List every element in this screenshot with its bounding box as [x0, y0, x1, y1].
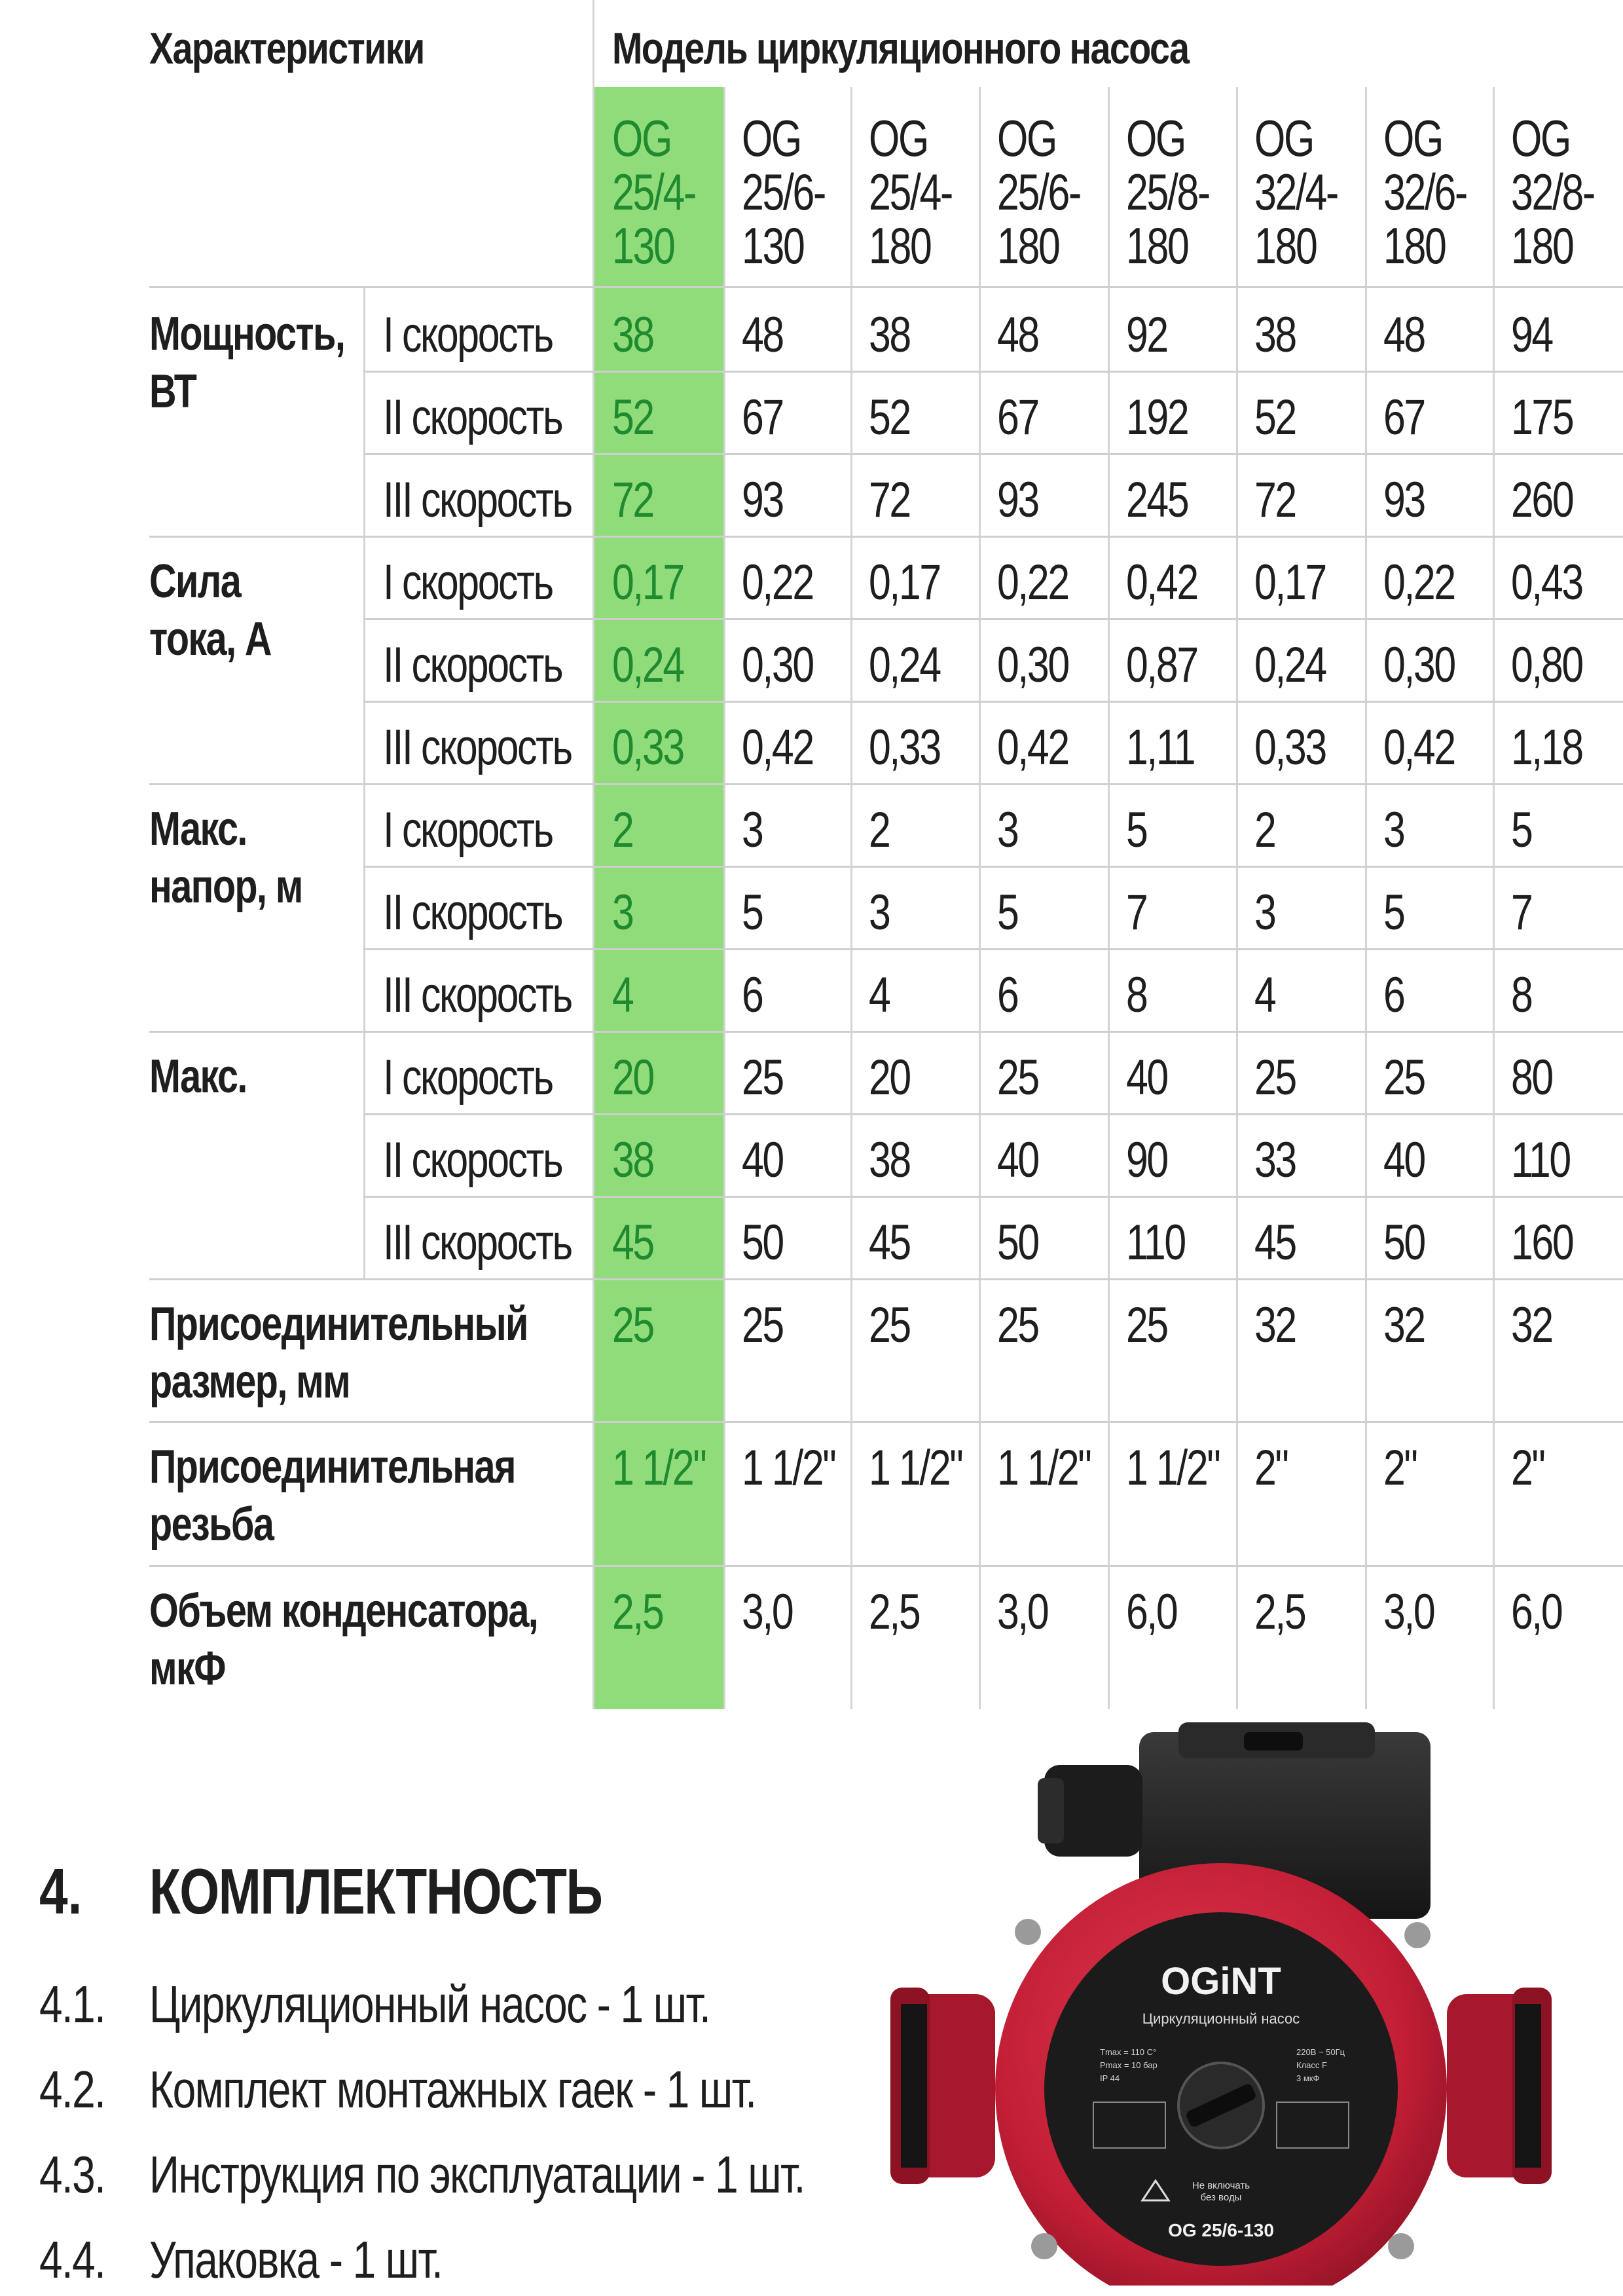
- value-cell: 2: [869, 802, 890, 858]
- model-name-cell: [742, 111, 825, 272]
- value-cell: 67: [742, 390, 783, 445]
- value-cell: 6: [742, 967, 763, 1023]
- row-divider: [149, 1565, 1623, 1567]
- value-cell: 33: [1254, 1132, 1296, 1188]
- column-divider: [1493, 87, 1495, 1709]
- row-label: [149, 1295, 528, 1411]
- list-item-number: 4.3.: [39, 2145, 105, 2204]
- row-label-line: размер, мм: [149, 1356, 350, 1408]
- value-cell: 40: [742, 1132, 783, 1188]
- model-name-line: 25/8-: [1126, 163, 1209, 221]
- group-label-line: Мощность,: [149, 308, 345, 360]
- list-item-number: 4.4.: [39, 2231, 105, 2289]
- pump-product-image: [877, 1696, 1565, 2286]
- speed-label: III скорость: [383, 967, 572, 1023]
- row-label-line: резьба: [149, 1498, 274, 1551]
- column-divider: [723, 87, 725, 1709]
- pump-spec-text: Pmax = 10 бар: [1100, 2060, 1158, 2070]
- value-cell: 0,22: [742, 555, 813, 610]
- model-name-cell: [869, 111, 952, 272]
- value-cell: 2,5: [612, 1584, 663, 1640]
- value-cell: 0,24: [612, 637, 684, 693]
- value-cell: 52: [1254, 390, 1296, 445]
- value-cell: 2": [1383, 1440, 1417, 1496]
- value-cell: 92: [1126, 307, 1167, 363]
- row-divider: [363, 948, 1623, 950]
- group-label: [149, 553, 271, 668]
- value-cell: 67: [997, 390, 1038, 445]
- pump-outlet-pipe: [1447, 1988, 1552, 2184]
- value-cell: 0,30: [1383, 637, 1455, 693]
- model-name-line: 25/4-: [869, 163, 952, 221]
- value-cell: 93: [997, 472, 1038, 528]
- model-name-line: 25/4-: [612, 163, 695, 221]
- value-cell: 0,33: [1254, 720, 1326, 775]
- pump-brand-logo: OGiNT: [1161, 1960, 1281, 2003]
- value-cell: 1,18: [1511, 720, 1582, 775]
- model-name-line: OG: [612, 109, 671, 167]
- pump-spec-text: Tmax = 110 C°: [1100, 2047, 1157, 2057]
- column-divider: [1365, 87, 1367, 1709]
- value-cell: 3,0: [997, 1584, 1048, 1640]
- pump-subtitle: Циркуляционный насос: [1142, 2010, 1300, 2027]
- value-cell: 72: [1254, 472, 1296, 528]
- value-cell: 0,17: [869, 555, 940, 610]
- characteristics-header: Характеристики: [149, 24, 424, 73]
- model-name-line: 180: [1126, 217, 1188, 274]
- value-cell: 25: [997, 1297, 1038, 1353]
- model-name-line: 130: [612, 217, 674, 274]
- pump-spec-text: 220В ~ 50Гц: [1296, 2047, 1345, 2057]
- value-cell: 3: [1383, 802, 1404, 858]
- row-divider: [363, 701, 1623, 703]
- value-cell: 5: [1126, 802, 1147, 858]
- model-name-line: 25/6-: [742, 163, 825, 221]
- speed-label: II скорость: [383, 1132, 562, 1188]
- value-cell: 20: [612, 1050, 653, 1105]
- row-label-line: мкФ: [149, 1642, 225, 1695]
- value-cell: 50: [997, 1215, 1038, 1270]
- pump-spec-text: Класс F: [1296, 2060, 1327, 2070]
- list-item: [39, 2145, 805, 2205]
- column-divider: [1108, 87, 1110, 1709]
- value-cell: 25: [1126, 1297, 1167, 1353]
- list-item: [39, 1974, 710, 2035]
- value-cell: 25: [742, 1297, 783, 1353]
- model-name-line: OG: [997, 109, 1056, 167]
- value-cell: 20: [869, 1050, 910, 1105]
- value-cell: 93: [742, 472, 783, 528]
- section-number: 4.: [39, 1855, 82, 1927]
- model-name-line: OG: [1383, 109, 1442, 167]
- value-cell: 0,33: [869, 720, 940, 775]
- value-cell: 1 1/2": [997, 1440, 1091, 1496]
- value-cell: 38: [1254, 307, 1296, 363]
- value-cell: 0,33: [612, 720, 684, 775]
- value-cell: 48: [742, 307, 783, 363]
- group-label-line: Макс.: [149, 803, 247, 855]
- model-name-line: 130: [742, 217, 804, 274]
- value-cell: 2": [1511, 1440, 1544, 1496]
- value-cell: 38: [869, 307, 910, 363]
- pump-model-label: OG 25/6-130: [1168, 2220, 1274, 2240]
- value-cell: 45: [612, 1215, 653, 1270]
- value-cell: 40: [997, 1132, 1038, 1188]
- model-name-line: OG: [1254, 109, 1313, 167]
- value-cell: 1 1/2": [742, 1440, 835, 1496]
- model-name-cell: [1254, 111, 1338, 272]
- value-cell: 32: [1254, 1297, 1296, 1353]
- value-cell: 2": [1254, 1440, 1288, 1496]
- value-cell: 25: [997, 1050, 1038, 1105]
- value-cell: 72: [869, 472, 910, 528]
- speed-label: I скорость: [383, 802, 553, 858]
- value-cell: 0,22: [997, 555, 1068, 610]
- value-cell: 4: [869, 967, 890, 1023]
- model-name-line: 180: [1511, 217, 1573, 274]
- value-cell: 52: [869, 390, 910, 445]
- row-label: [149, 1438, 515, 1553]
- group-label: [149, 800, 302, 916]
- value-cell: 40: [1383, 1132, 1425, 1188]
- pump-spec-text: 3 мкФ: [1296, 2073, 1320, 2083]
- value-cell: 3: [612, 885, 633, 940]
- list-item-number: 4.1.: [39, 1975, 105, 2033]
- row-label-line: Присоединительный: [149, 1298, 528, 1350]
- speed-label: II скорость: [383, 390, 562, 445]
- value-cell: 25: [742, 1050, 783, 1105]
- speed-label: II скорость: [383, 885, 562, 940]
- value-cell: 0,30: [742, 637, 813, 693]
- row-divider: [363, 866, 1623, 868]
- model-name-line: 25/6-: [997, 163, 1080, 221]
- group-label-line: напор, м: [149, 861, 302, 913]
- row-divider: [363, 453, 1623, 455]
- value-cell: 67: [1383, 390, 1425, 445]
- row-label-line: Объем конденсатора,: [149, 1585, 538, 1637]
- model-name-cell: [997, 111, 1080, 272]
- row-divider: [363, 1113, 1623, 1115]
- value-cell: 6: [997, 967, 1018, 1023]
- value-cell: 25: [612, 1297, 653, 1353]
- group-label-line: ВТ: [149, 365, 196, 418]
- speed-label: I скорость: [383, 307, 553, 363]
- list-item-text: Инструкция по эксплуатации - 1 шт.: [149, 2145, 805, 2204]
- value-cell: 0,42: [1383, 720, 1455, 775]
- value-cell: 45: [869, 1215, 910, 1270]
- pump-warning-text: без воды: [1200, 2192, 1242, 2203]
- value-cell: 2,5: [1254, 1584, 1305, 1640]
- column-divider: [979, 87, 981, 1709]
- value-cell: 8: [1126, 967, 1147, 1023]
- model-name-line: 32/6-: [1383, 163, 1467, 221]
- pump-spec-text: IP 44: [1100, 2073, 1120, 2083]
- model-name-cell: [612, 111, 695, 272]
- column-divider: [850, 87, 852, 1709]
- value-cell: 25: [869, 1297, 910, 1353]
- value-cell: 0,42: [1126, 555, 1197, 610]
- value-cell: 6,0: [1126, 1584, 1177, 1640]
- speed-label: I скорость: [383, 1050, 553, 1105]
- model-name-line: 180: [869, 217, 931, 274]
- value-cell: 48: [997, 307, 1038, 363]
- group-label-line: Сила: [149, 555, 241, 608]
- value-cell: 0,43: [1511, 555, 1582, 610]
- value-cell: 5: [1511, 802, 1532, 858]
- value-cell: 192: [1126, 390, 1188, 445]
- list-item-text: Комплект монтажных гаек - 1 шт.: [149, 2060, 756, 2119]
- list-item: [39, 2230, 442, 2290]
- speed-label: III скорость: [383, 472, 572, 528]
- value-cell: 0,80: [1511, 637, 1582, 693]
- model-name-cell: [1511, 111, 1594, 272]
- value-cell: 48: [1383, 307, 1425, 363]
- value-cell: 2: [612, 802, 633, 858]
- value-cell: 3,0: [1383, 1584, 1434, 1640]
- value-cell: 0,22: [1383, 555, 1455, 610]
- value-cell: 245: [1126, 472, 1188, 528]
- model-name-line: OG: [869, 109, 928, 167]
- value-cell: 3,0: [742, 1584, 793, 1640]
- model-name-line: OG: [1511, 109, 1570, 167]
- value-cell: 1 1/2": [612, 1440, 706, 1496]
- value-cell: 5: [997, 885, 1018, 940]
- row-divider: [363, 371, 1623, 373]
- value-cell: 0,17: [612, 555, 684, 610]
- pump-warning-text: Не включать: [1192, 2180, 1250, 2191]
- value-cell: 2: [1254, 802, 1275, 858]
- value-cell: 175: [1511, 390, 1573, 445]
- value-cell: 5: [742, 885, 763, 940]
- value-cell: 25: [1383, 1050, 1425, 1105]
- value-cell: 6: [1383, 967, 1404, 1023]
- row-label: [149, 1582, 538, 1697]
- value-cell: 32: [1383, 1297, 1425, 1353]
- value-cell: 50: [742, 1215, 783, 1270]
- row-divider: [149, 1421, 1623, 1423]
- value-cell: 4: [1254, 967, 1275, 1023]
- model-header: Модель циркуляционного насоса: [612, 24, 1189, 73]
- model-name-line: OG: [1126, 109, 1185, 167]
- speed-label: III скорость: [383, 1215, 572, 1270]
- value-cell: 7: [1126, 885, 1147, 940]
- value-cell: 3: [1254, 885, 1275, 940]
- list-item: [39, 2060, 756, 2120]
- value-cell: 1,11: [1126, 720, 1195, 775]
- value-cell: 1 1/2": [869, 1440, 962, 1496]
- row-divider: [149, 783, 1623, 785]
- value-cell: 50: [1383, 1215, 1425, 1270]
- value-cell: 260: [1511, 472, 1573, 528]
- value-cell: 0,24: [1254, 637, 1326, 693]
- row-divider: [149, 1031, 1623, 1033]
- group-label-line: Макс.: [149, 1050, 247, 1103]
- value-cell: 80: [1511, 1050, 1552, 1105]
- value-cell: 7: [1511, 885, 1532, 940]
- value-cell: 45: [1254, 1215, 1296, 1270]
- model-name-line: 32/4-: [1254, 163, 1338, 221]
- value-cell: 0,42: [742, 720, 813, 775]
- value-cell: 40: [1126, 1050, 1167, 1105]
- column-divider: [593, 0, 594, 1709]
- value-cell: 4: [612, 967, 633, 1023]
- list-item-number: 4.2.: [39, 2060, 105, 2119]
- value-cell: 3: [997, 802, 1018, 858]
- row-divider: [363, 618, 1623, 620]
- value-cell: 0,87: [1126, 637, 1197, 693]
- model-name-cell: [1126, 111, 1209, 272]
- pump-inlet-pipe: [890, 1988, 995, 2184]
- value-cell: 32: [1511, 1297, 1552, 1353]
- value-cell: 90: [1126, 1132, 1167, 1188]
- model-name-line: OG: [742, 109, 801, 167]
- value-cell: 38: [612, 1132, 653, 1188]
- section-title: КОМПЛЕКТНОСТЬ: [149, 1855, 602, 1927]
- model-name-cell: [1383, 111, 1467, 272]
- value-cell: 94: [1511, 307, 1552, 363]
- value-cell: 0,42: [997, 720, 1068, 775]
- group-label: [149, 305, 344, 420]
- value-cell: 2,5: [869, 1584, 920, 1640]
- value-cell: 0,17: [1254, 555, 1326, 610]
- row-divider: [149, 1278, 1623, 1280]
- value-cell: 3: [869, 885, 890, 940]
- column-divider: [1236, 87, 1238, 1709]
- value-cell: 3: [742, 802, 763, 858]
- value-cell: 110: [1511, 1132, 1570, 1188]
- group-label-line: тока, А: [149, 613, 271, 665]
- row-divider: [149, 286, 1623, 288]
- value-cell: 0,30: [997, 637, 1068, 693]
- value-cell: 52: [612, 390, 653, 445]
- model-name-line: 180: [1383, 217, 1446, 274]
- row-divider: [149, 536, 1623, 538]
- value-cell: 93: [1383, 472, 1425, 528]
- row-label-line: Присоединительная: [149, 1441, 515, 1493]
- speed-label: II скорость: [383, 637, 562, 693]
- row-divider: [363, 1196, 1623, 1198]
- value-cell: 25: [1254, 1050, 1296, 1105]
- model-name-line: 32/8-: [1511, 163, 1594, 221]
- group-label: [149, 1048, 247, 1105]
- list-item-text: Упаковка - 1 шт.: [149, 2231, 443, 2289]
- value-cell: 110: [1126, 1215, 1185, 1270]
- value-cell: 72: [612, 472, 653, 528]
- value-cell: 0,24: [869, 637, 940, 693]
- value-cell: 38: [869, 1132, 910, 1188]
- value-cell: 6,0: [1511, 1584, 1562, 1640]
- speed-label: I скорость: [383, 555, 553, 610]
- value-cell: 5: [1383, 885, 1404, 940]
- value-cell: 1 1/2": [1126, 1440, 1220, 1496]
- model-name-line: 180: [1254, 217, 1317, 274]
- speed-label: III скорость: [383, 720, 572, 775]
- value-cell: 38: [612, 307, 653, 363]
- value-cell: 8: [1511, 967, 1532, 1023]
- value-cell: 160: [1511, 1215, 1573, 1270]
- model-name-line: 180: [997, 217, 1059, 274]
- list-item-text: Циркуляционный насос - 1 шт.: [149, 1975, 710, 2033]
